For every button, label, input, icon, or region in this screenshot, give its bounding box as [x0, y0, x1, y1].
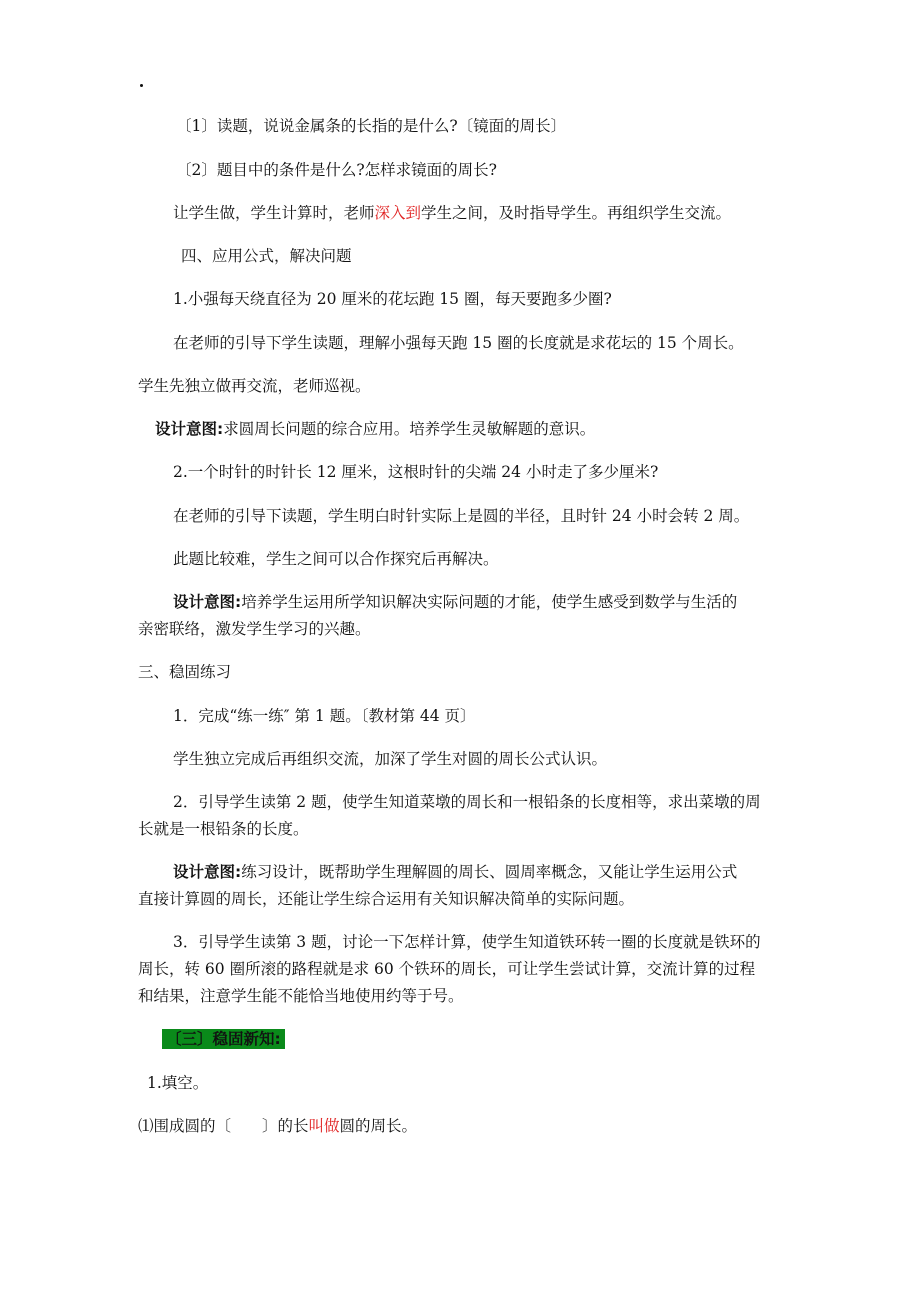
- question-1: 〔1〕读题，说说金属条的长指的是什么?〔镜面的周长〕: [176, 117, 567, 135]
- problem-2: 2.一个时针的时针长 12 厘米，这根时针的尖端 24 小时走了多少厘米?: [173, 463, 659, 481]
- design-intent-text: 练习设计，既帮助学生理解圆的周长、圆周率概念，又能让学生运用公式: [241, 863, 738, 881]
- design-intent-text: 求圆周长问题的综合应用。培养学生灵敏解题的意识。: [223, 420, 596, 438]
- problem-1-note: 学生先独立做再交流，老师巡视。: [138, 377, 371, 395]
- fill-blank-question: [138, 1116, 417, 1136]
- exercise-3-cont-1: 周长，转 60 圈所滚的路程就是求 60 个铁环的周长，可让学生尝试计算，交流计算的过程: [138, 960, 756, 978]
- green-highlight-label: 〔三〕稳固新知:: [162, 1029, 285, 1049]
- highlight-red-jiaozuo: 叫做: [308, 1117, 340, 1135]
- fill-blank-title: 1.填空。: [147, 1074, 209, 1092]
- exercise-1-note: 学生独立完成后再组织交流，加深了学生对圆的周长公式认识。: [173, 750, 608, 768]
- design-intent-2-cont: 亲密联络，激发学生学习的兴趣。: [138, 620, 371, 638]
- design-intent-3: [173, 862, 737, 882]
- section-heading-4: 四、应用公式，解决问题: [181, 247, 352, 265]
- fill-blank-text-start: ⑴围成圆的〔 〕的长: [138, 1117, 309, 1135]
- design-intent-2: [173, 592, 737, 612]
- section-heading-3: 三、稳固练习: [138, 663, 232, 681]
- problem-2-guide: 在老师的引导下读题，学生明白时针实际上是圆的半径，且时针 24 小时会转 2 周。: [173, 507, 750, 525]
- question-2: 〔2〕题目中的条件是什么?怎样求镜面的周长?: [176, 161, 497, 179]
- fill-blank-text-end: 圆的周长。: [339, 1117, 418, 1135]
- instruction-text-end: 学生之间，及时指导学生。再组织学生交流。: [421, 204, 732, 222]
- design-intent-label: 设计意图:: [173, 593, 242, 611]
- consolidation-heading: [162, 1029, 285, 1049]
- exercise-2: 2．引导学生读第 2 题，使学生知道菜墩的周长和一根铅条的长度相等，求出菜墩的周: [173, 793, 761, 811]
- bullet-dot: [140, 84, 143, 87]
- exercise-3: 3．引导学生读第 3 题，讨论一下怎样计算，使学生知道铁环转一圈的长度就是铁环的: [173, 933, 761, 951]
- design-intent-1: [155, 419, 595, 439]
- design-intent-label: 设计意图:: [155, 420, 224, 438]
- exercise-2-cont: 长就是一根铅条的长度。: [138, 820, 309, 838]
- design-intent-3-cont: 直接计算圆的周长，还能让学生综合运用有关知识解决简单的实际问题。: [138, 890, 635, 908]
- problem-2-note: 此题比较难，学生之间可以合作探究后再解决。: [173, 550, 499, 568]
- problem-1-guide: 在老师的引导下学生读题，理解小强每天跑 15 圈的长度就是求花坛的 15 个周长。: [173, 334, 744, 352]
- exercise-1: 1．完成“练一练″ 第 1 题。〔教材第 44 页〕: [173, 707, 476, 725]
- instruction-text-start: 让学生做，学生计算时，老师: [173, 204, 375, 222]
- design-intent-text: 培养学生运用所学知识解决实际问题的才能，使学生感受到数学与生活的: [241, 593, 738, 611]
- instruction-paragraph: [173, 203, 731, 223]
- exercise-3-cont-2: 和结果，注意学生能不能恰当地使用约等于号。: [138, 987, 464, 1005]
- problem-1: 1.小强每天绕直径为 20 厘米的花坛跑 15 圈，每天要跑多少圈?: [173, 290, 612, 308]
- highlight-red-shenrudao: 深入到: [374, 204, 422, 222]
- design-intent-label: 设计意图:: [173, 863, 242, 881]
